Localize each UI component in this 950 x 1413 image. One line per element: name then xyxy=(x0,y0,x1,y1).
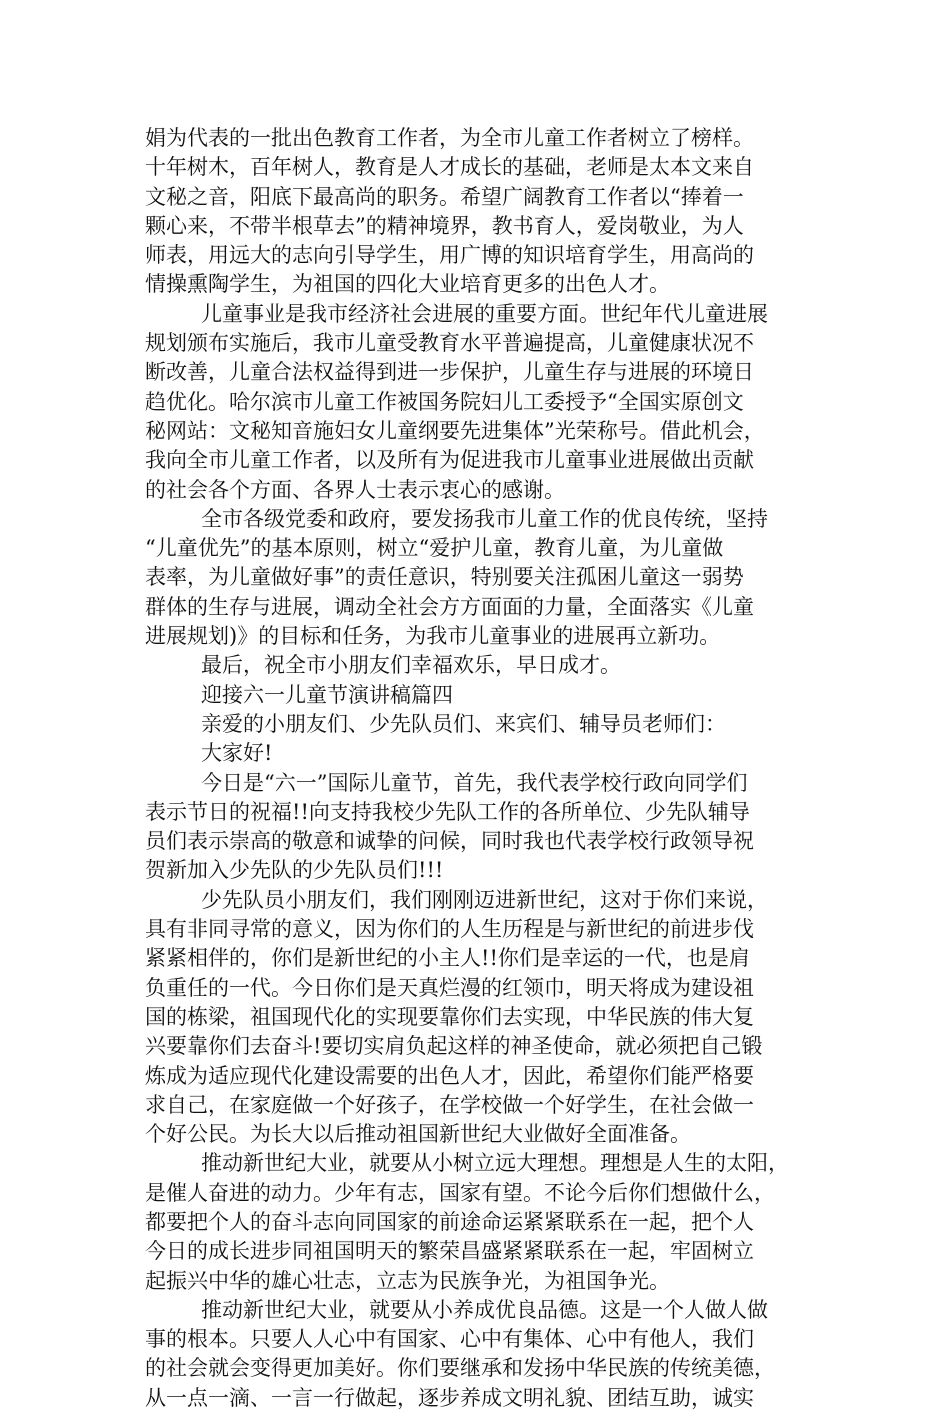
text-line: 求自己，在家庭做一个好孩子，在学校做一个好学生，在社会做一 xyxy=(145,1092,754,1117)
text-line: 颗心来，不带半根草去”的精神境界，教书育人，爱岗敬业，为人 xyxy=(145,213,744,238)
text-line: 娟为代表的一批出色教育工作者，为全市儿童工作者树立了榜样。 xyxy=(145,126,754,150)
text-line: 国的栋梁，祖国现代化的实现要靠你们去实现，中华民族的伟大复 xyxy=(145,1004,754,1029)
text-line: 推动新世纪大业，就要从小树立远大理想。理想是人生的太阳， xyxy=(201,1151,789,1176)
text-line: 亲爱的小朋友们、少先队员们、来宾们、辅导员老师们： xyxy=(201,711,726,736)
text-line: 都要把个人的奋斗志向同国家的前途命运紧紧联系在一起，把个人 xyxy=(145,1209,754,1234)
text-line: 员们表示崇高的敬意和诚挚的问候，同时我也代表学校行政领导祝 xyxy=(145,829,754,854)
text-line: 是催人奋进的动力。少年有志，国家有望。不论今后你们想做什么， xyxy=(145,1180,775,1205)
text-line: 的社会各个方面、各界人士表示衷心的感谢。 xyxy=(145,477,565,502)
text-line: 推动新世纪大业，就要从小养成优良品德。这是一个人做人做 xyxy=(201,1297,768,1322)
text-line: 进展规划)》的目标和任务，为我市儿童事业的进展再立新功。 xyxy=(145,624,721,649)
text-line: 今日的成长进步同祖国明天的繁荣昌盛紧紧联系在一起，牢固树立 xyxy=(145,1239,754,1264)
text-line: 全市各级党委和政府，要发扬我市儿童工作的优良传统，坚持 xyxy=(201,506,768,531)
text-line: 断改善，儿童合法权益得到进一步保护，儿童生存与进展的环境日 xyxy=(145,360,754,385)
text-line: 情操熏陶学生，为祖国的四化大业培育更多的出色人才。 xyxy=(145,272,670,297)
text-line: 文秘之音，阳底下最高尚的职务。希望广阔教育工作者以“捧着一 xyxy=(145,184,744,209)
text-line: 具有非同寻常的意义，因为你们的人生历程是与新世纪的前进步伐 xyxy=(145,917,754,942)
text-line: 最后，祝全市小朋友们幸福欢乐，早日成才。 xyxy=(201,653,621,678)
text-line: 师表，用远大的志向引导学生，用广博的知识培育学生，用高尚的 xyxy=(145,243,754,268)
text-line: 从一点一滴、一言一行做起，逐步养成文明礼貌、团结互助，诚实 xyxy=(145,1385,754,1410)
text-line: 今日是“六一”国际儿童节，首先，我代表学校行政向同学们 xyxy=(201,770,748,795)
text-line: 事的根本。只要人人心中有国家、心中有集体、心中有他人，我们 xyxy=(145,1327,754,1352)
text-line: 表率，为儿童做好事”的责任意识，特别要关注孤困儿童这一弱势 xyxy=(145,565,744,590)
text-line: 迎接六一儿童节演讲稿篇四 xyxy=(201,682,453,707)
document-body xyxy=(145,124,835,1413)
text-line: 大家好! xyxy=(201,741,273,766)
text-line: 十年树木，百年树人，教育是人才成长的基础，老师是太本文来自 xyxy=(145,155,754,180)
text-line: 群体的生存与进展，调动全社会方方面面的力量，全面落实《儿童 xyxy=(145,594,754,619)
text-line: 表示节日的祝福!!向支持我校少先队工作的各所单位、少先队辅导 xyxy=(145,799,750,824)
text-line: 紧紧相伴的，你们是新世纪的小主人!!你们是幸运的一代，也是肩 xyxy=(145,946,750,971)
text-line: 个好公民。为长大以后推动祖国新世纪大业做好全面准备。 xyxy=(145,1122,691,1147)
text-line: 少先队员小朋友们，我们刚刚迈进新世纪，这对于你们来说， xyxy=(201,887,768,912)
text-line: 我向全市儿童工作者，以及所有为促进我市儿童事业进展做出贡献 xyxy=(145,448,754,473)
text-line: 规划颁布实施后，我市儿童受教育水平普遍提高，儿童健康状况不 xyxy=(145,331,754,356)
text-line: 秘网站：文秘知音施妇女儿童纲要先进集体”光荣称号。借此机会， xyxy=(145,418,765,443)
text-line: 起振兴中华的雄心壮志，立志为民族争光，为祖国争光。 xyxy=(145,1268,670,1293)
text-line: 负重任的一代。今日你们是天真烂漫的红领巾，明天将成为建设祖 xyxy=(145,975,754,1000)
text-line: 趋优化。哈尔滨市儿童工作被国务院妇儿工委授予“全国实原创文 xyxy=(145,389,744,414)
text-line: 兴要靠你们去奋斗!要切实肩负起这样的神圣使命，就必须把自己锻 xyxy=(145,1034,763,1059)
text-line: 的社会就会变得更加美好。你们要继承和发扬中华民族的传统美德， xyxy=(145,1356,775,1381)
text-line: “儿童优先”的基本原则，树立“爱护儿童，教育儿童，为儿童做 xyxy=(145,536,724,561)
text-line: 贺新加入少先队的少先队员们!!! xyxy=(145,858,444,883)
text-line: 炼成为适应现代化建设需要的出色人才，因此，希望你们能严格要 xyxy=(145,1063,754,1088)
text-line: 儿童事业是我市经济社会进展的重要方面。世纪年代儿童进展 xyxy=(201,301,768,326)
